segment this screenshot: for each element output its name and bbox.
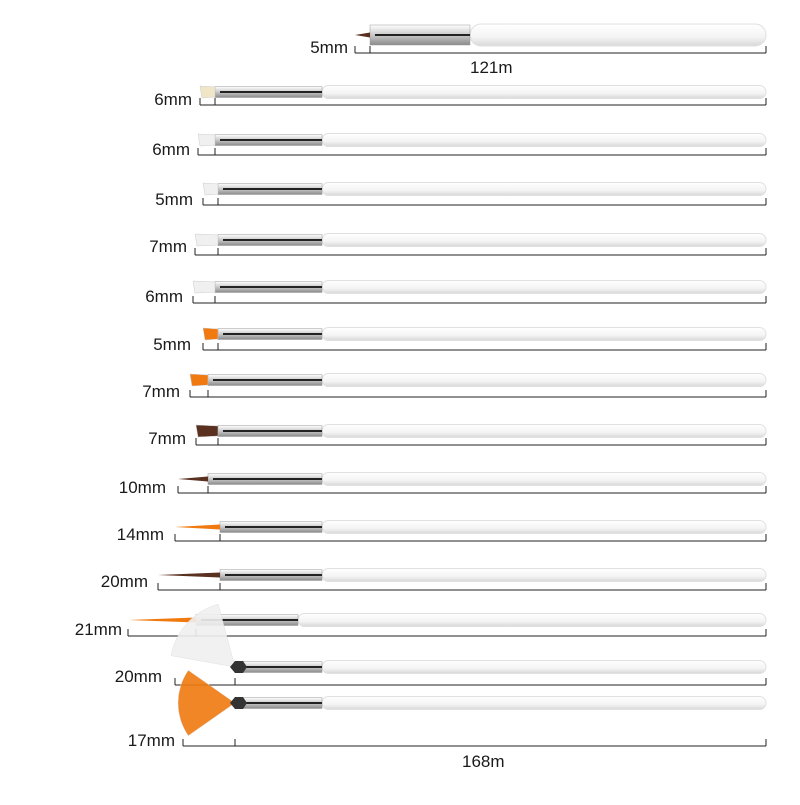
- brush-handle: [322, 281, 766, 294]
- brush-4: [203, 183, 766, 206]
- brush-size-label: 10mm: [118, 478, 166, 497]
- total-length-bottom-label: 168m: [462, 752, 505, 771]
- brush-handle: [322, 183, 766, 196]
- brush-handle: [322, 374, 766, 387]
- brush-handle: [470, 24, 766, 46]
- total-length-top-label: 121m: [470, 58, 513, 77]
- flat-tip: [195, 234, 218, 246]
- brush-size-label: 17mm: [127, 731, 175, 750]
- fan-tip: [178, 670, 235, 735]
- brush-6: [193, 281, 766, 304]
- brush-7: [203, 328, 766, 351]
- brush-handle: [322, 134, 766, 147]
- brush-11: [175, 521, 766, 542]
- brush-size-label: 5mm: [310, 38, 348, 57]
- brush-size-label: 21mm: [74, 620, 122, 639]
- flat-tip: [203, 328, 218, 340]
- brush-handle: [322, 697, 766, 710]
- brush-size-label: 14mm: [116, 525, 164, 544]
- brush-handle: [322, 86, 766, 99]
- brush-size-label: 20mm: [100, 572, 148, 591]
- brush-5: [195, 234, 766, 256]
- liner-tip: [128, 618, 196, 623]
- brush-size-label: 6mm: [145, 287, 183, 306]
- brush-handle: [322, 569, 766, 582]
- brush-size-label: 5mm: [153, 335, 191, 354]
- flat-tip: [190, 374, 208, 386]
- brush-size-label: 7mm: [142, 382, 180, 401]
- brush-handle: [322, 521, 766, 534]
- flat-tip: [200, 86, 215, 98]
- brush-handle: [322, 234, 766, 247]
- brush-size-label: 6mm: [154, 90, 192, 109]
- brush-handle: [322, 473, 766, 486]
- flat-tip: [196, 425, 218, 437]
- brush-size-label: 7mm: [148, 429, 186, 448]
- liner-tip: [158, 573, 220, 578]
- flat-tip: [193, 281, 215, 293]
- brush-3: [198, 134, 766, 156]
- liner-tip: [355, 33, 370, 38]
- brush-handle: [298, 614, 766, 627]
- brush-2: [200, 86, 766, 106]
- brush-size-label: 7mm: [149, 237, 187, 256]
- brush-1: [355, 24, 766, 53]
- brush-handle: [322, 661, 766, 674]
- brush-15: [178, 670, 766, 746]
- flat-tip: [198, 134, 215, 146]
- liner-tip: [175, 525, 220, 530]
- flat-tip: [203, 183, 218, 195]
- brush-12: [158, 569, 766, 591]
- brush-size-label: 5mm: [155, 190, 193, 209]
- liner-tip: [178, 477, 208, 482]
- brush-10: [178, 473, 766, 494]
- brush-handle: [322, 328, 766, 341]
- brush-size-label: 20mm: [114, 667, 162, 686]
- brush-9: [196, 425, 766, 446]
- brush-size-label: 6mm: [152, 140, 190, 159]
- fan-tip: [171, 604, 235, 667]
- brush-handle: [322, 425, 766, 438]
- brush-8: [190, 374, 766, 398]
